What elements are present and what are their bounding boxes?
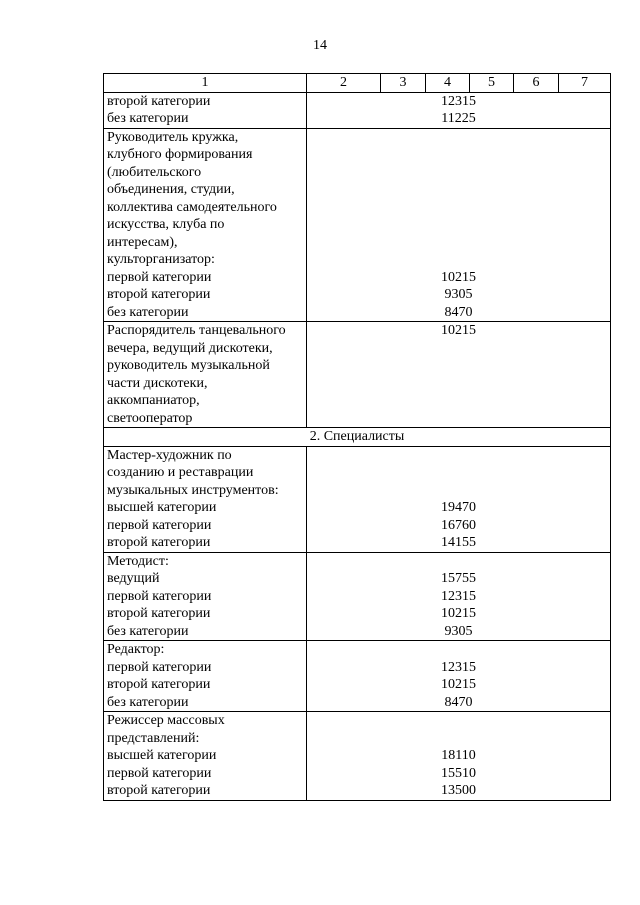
position-line: высшей категории	[107, 500, 217, 515]
position-line: культорганизатор:	[107, 252, 215, 267]
section-row	[104, 428, 611, 447]
salary-value	[310, 641, 607, 659]
salary-cell	[307, 641, 611, 712]
position-line: первой категории	[107, 269, 212, 285]
position-line: без категории	[107, 623, 189, 639]
salary-value: 10215	[441, 606, 476, 621]
header-col-6: 6	[514, 74, 559, 93]
position-line: аккомпаниатор,	[107, 393, 200, 408]
table-row	[104, 92, 611, 128]
salary-value	[310, 164, 607, 182]
position-line: созданию и реставрации	[107, 465, 254, 480]
salary-value: 14155	[441, 535, 476, 550]
salary-value: 19470	[441, 500, 476, 515]
position-cell	[104, 92, 307, 128]
header-col-7: 7	[559, 74, 611, 93]
position-line: объединения, студии,	[107, 182, 235, 197]
position-cell	[104, 641, 307, 712]
salary-value	[310, 199, 607, 217]
position-line: вечера, ведущий дискотеки,	[107, 340, 273, 356]
salary-value	[310, 216, 607, 234]
position-line: Режиссер массовых	[107, 713, 225, 728]
position-line: Редактор:	[107, 642, 165, 657]
salary-value: 18110	[441, 748, 476, 763]
position-line: Распорядитель танцевального	[107, 323, 286, 338]
salary-cell	[307, 446, 611, 552]
salary-value: 11225	[441, 111, 476, 126]
salary-value: 10215	[441, 269, 476, 285]
position-line: первой категории	[107, 659, 212, 675]
salary-value	[310, 553, 607, 571]
page-number: 14	[313, 38, 327, 53]
salary-cell	[307, 128, 611, 322]
header-row	[104, 74, 611, 93]
position-line: второй категории	[107, 93, 211, 109]
position-line: (любительского	[107, 164, 202, 180]
position-line: второй категории	[107, 606, 211, 621]
table-row	[104, 641, 611, 712]
salary-value: 16760	[441, 517, 476, 533]
table-row	[104, 552, 611, 641]
position-line: первой категории	[107, 517, 212, 533]
header-col-2: 2	[307, 74, 381, 93]
position-line: светооператор	[107, 410, 193, 426]
position-line: интересам),	[107, 234, 178, 250]
table-row	[104, 446, 611, 552]
position-cell	[104, 712, 307, 801]
position-line: ведущий	[107, 571, 160, 586]
salary-cell	[307, 712, 611, 801]
salary-value	[310, 447, 607, 465]
salary-value	[310, 464, 607, 482]
salary-value	[310, 251, 607, 269]
salary-table	[103, 73, 611, 801]
salary-value: 15510	[441, 765, 476, 781]
salary-value: 9305	[444, 623, 473, 639]
salary-value: 10215	[441, 323, 476, 338]
header-col-3: 3	[381, 74, 426, 93]
position-line: без категории	[107, 304, 189, 320]
header-col-5: 5	[470, 74, 514, 93]
salary-value	[310, 234, 607, 252]
position-line: высшей категории	[107, 748, 217, 763]
salary-value	[310, 181, 607, 199]
salary-value	[310, 482, 607, 500]
position-line: клубного формирования	[107, 147, 253, 162]
salary-cell	[307, 552, 611, 641]
salary-value: 12315	[441, 659, 476, 675]
salary-value	[310, 129, 607, 147]
position-line: Методист:	[107, 553, 169, 569]
position-line: второй категории	[107, 783, 211, 798]
table-body	[104, 92, 611, 800]
salary-value: 10215	[441, 677, 476, 692]
position-line: Руководитель кружка,	[107, 129, 239, 145]
salary-value	[310, 146, 607, 164]
position-line: второй категории	[107, 677, 211, 692]
salary-value: 8470	[444, 694, 473, 710]
salary-value: 8470	[444, 304, 473, 320]
salary-cell	[307, 92, 611, 128]
position-line: части дискотеки,	[107, 375, 208, 391]
salary-value	[310, 712, 607, 730]
position-cell	[104, 322, 307, 428]
salary-value: 15755	[441, 571, 476, 586]
position-line: первой категории	[107, 588, 212, 604]
salary-value: 13500	[441, 783, 476, 798]
position-line: без категории	[107, 111, 189, 126]
header-col-1: 1	[104, 74, 307, 93]
position-line: руководитель музыкальной	[107, 358, 270, 373]
position-line: первой категории	[107, 765, 212, 781]
salary-cell	[307, 322, 611, 428]
salary-value	[310, 730, 607, 748]
salary-value: 12315	[441, 588, 476, 604]
position-line: второй категории	[107, 287, 211, 302]
position-line: без категории	[107, 694, 189, 710]
position-cell	[104, 552, 307, 641]
salary-value: 12315	[441, 93, 476, 109]
header-col-4: 4	[426, 74, 470, 93]
position-line: второй категории	[107, 535, 211, 550]
table-row	[104, 322, 611, 428]
position-cell	[104, 446, 307, 552]
table-row	[104, 128, 611, 322]
position-line: представлений:	[107, 730, 200, 746]
position-line: искусства, клуба по	[107, 217, 225, 232]
section-title: 2. Специалисты	[104, 428, 611, 447]
position-line: коллектива самодеятельного	[107, 199, 277, 215]
salary-value: 9305	[444, 287, 473, 302]
position-line: Мастер-художник по	[107, 447, 232, 463]
position-line: музыкальных инструментов:	[107, 482, 279, 498]
position-cell	[104, 128, 307, 322]
table-row	[104, 712, 611, 801]
